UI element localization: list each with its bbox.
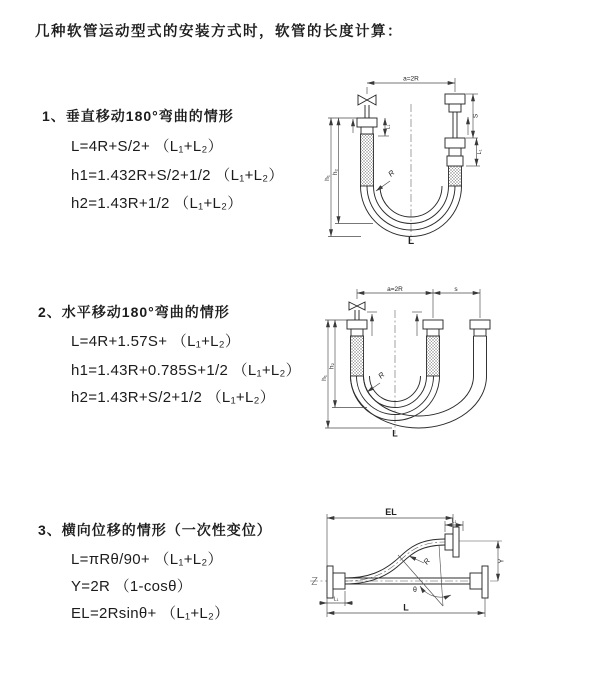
section-2-formula-h2: h2=1.43R+S/2+1/2 （L₁+L₂） [71, 389, 276, 406]
section-1-formula-h1: h1=1.432R+S/2+1/2 （L₁+L₂） [71, 167, 284, 184]
length-label: L [392, 428, 398, 439]
dim-label-l: L [403, 602, 409, 613]
length-label: L [407, 236, 415, 247]
dim-label-h2: h₂ [328, 362, 336, 370]
section-3-formula-Y: Y=2R （1-cosθ） [71, 578, 193, 595]
dim-label-l1-top: L₁ [451, 518, 457, 525]
section-1-formula-L: L=4R+S/2+ （L₁+L₂） [71, 138, 223, 155]
dim-label-l1-left: L₁ [333, 596, 339, 603]
left-flange [327, 566, 333, 598]
diagram-horizontal-180-bend [322, 286, 497, 438]
dim-label-h1: h₁ [324, 175, 332, 181]
valve-icon [358, 95, 376, 105]
valve-and-pipes [347, 302, 490, 336]
dimensions [319, 507, 506, 617]
theta-label: θ [413, 587, 417, 594]
section-2-heading: 2、水平移动180°弯曲的情形 [38, 304, 230, 320]
dim-label-y: Y [498, 558, 506, 564]
section-3-formula-EL: EL=2Rsinθ+ （L₁+L₂） [71, 605, 230, 622]
right-flange [482, 566, 488, 598]
dim-label-l1-left: L₁ [385, 124, 392, 130]
section-2-formula-L: L=4R+1.57S+ （L₁+L₂） [71, 333, 241, 350]
section-1-heading: 1、垂直移动180°弯曲的情形 [42, 108, 234, 124]
diagram-vertical-180-bend [325, 74, 485, 246]
dim-label-shift: s [454, 286, 458, 293]
radius-label: R [386, 168, 397, 179]
radius-label: R [421, 556, 432, 567]
dim-label-a2r: a=2R [387, 286, 403, 293]
hose-and-flanges [327, 527, 488, 598]
upper-flange [453, 527, 459, 557]
angle-construction [398, 545, 451, 606]
page-title: 几种软管运动型式的安装方式时，软管的长度计算： [35, 24, 403, 40]
dim-label-h1: h₁ [321, 375, 329, 381]
section-1-formula-h2: h2=1.43R+1/2 （L₁+L₂） [71, 195, 243, 212]
dim-label-l1-right: L₁ [477, 149, 483, 155]
valve-icon [349, 302, 365, 310]
hose-u-bends [351, 336, 487, 428]
dimensions [321, 286, 480, 439]
radius-label: R [376, 370, 387, 381]
dim-label-a2r: a=2R [403, 75, 419, 83]
section-3-formula-L: L=πRθ/90+ （L₁+L₂） [71, 551, 223, 568]
diagram-lateral-displacement [303, 503, 508, 623]
section-3-heading: 3、横向位移的情形（一次性变位） [38, 522, 272, 538]
dim-label-el: EL [385, 507, 397, 517]
section-2-formula-h1: h1=1.43R+0.785S+1/2 （L₁+L₂） [71, 362, 301, 379]
dim-label-h2: h₂ [331, 168, 339, 176]
dim-label-s: S [472, 113, 480, 119]
